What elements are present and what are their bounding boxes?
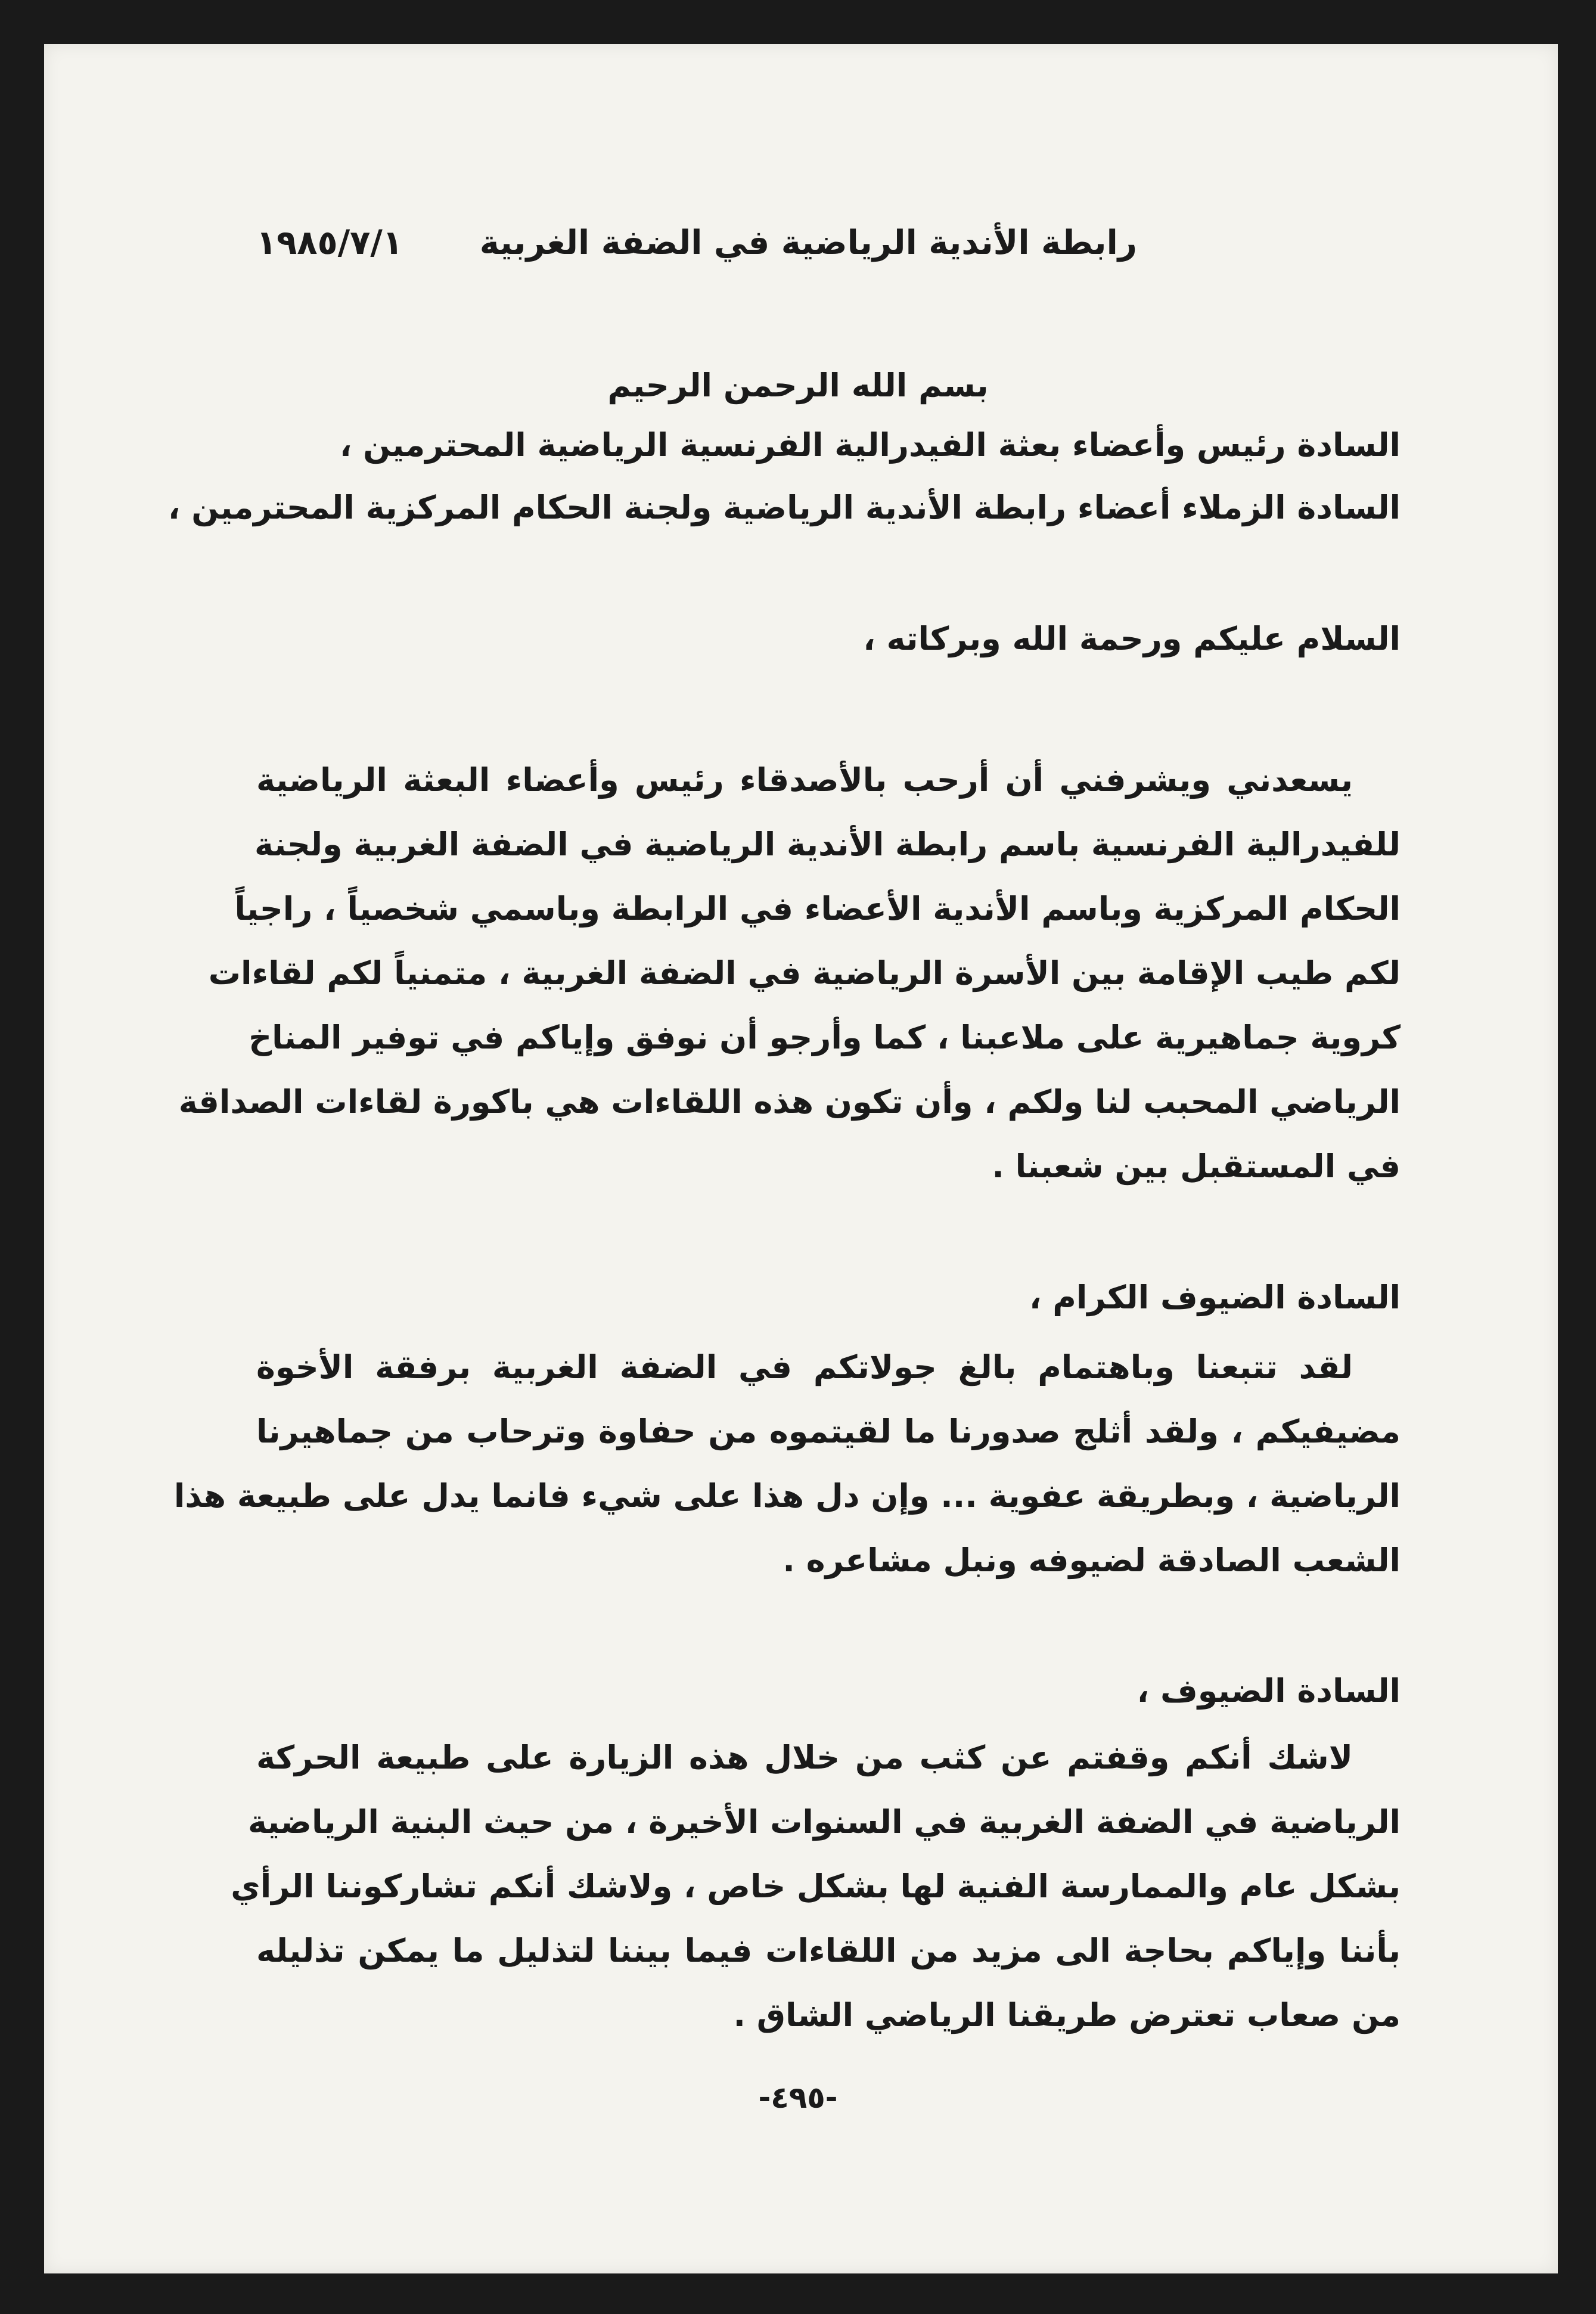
paragraph-1-line: الحكام المركزية وباسم الأندية الأعضاء في الرابطة وباسمي شخصياً ، راجياً	[234, 890, 1401, 928]
paragraph-2-line: الشعب الصادقة لضيوفه ونبل مشاعره .	[783, 1541, 1401, 1579]
paragraph-1-line: يسعدني ويشرفني أن أرحب بالأصدقاء رئيس وأعضاء البعثة الرياضية	[256, 761, 1353, 799]
paragraph-2-line: مضيفيكم ، ولقد أثلج صدورنا ما لقيتموه من حفاوة وترحاب من جماهيرنا	[256, 1413, 1401, 1450]
paragraph-3-line: لاشك أنكم وقفتم عن كثب من خلال هذه الزيارة على طبيعة الحركة	[256, 1739, 1353, 1776]
paragraph-3-line: بشكل عام والممارسة الفنية لها بشكل خاص ، ولاشك أنكم تشاركوننا الرأي	[231, 1868, 1401, 1905]
letter-date: ١٩٨٥/٧/١	[256, 224, 403, 262]
salutation-honored-guests: السادة الضيوف الكرام ،	[1029, 1279, 1401, 1316]
paragraph-1-line: الرياضي المحبب لنا ولكم ، وأن تكون هذه اللقاءات هي باكورة لقاءات الصداقة	[178, 1083, 1401, 1121]
paragraph-1-line: للفيدرالية الفرنسية باسم رابطة الأندية الرياضية في الضفة الغربية ولجنة	[254, 826, 1401, 863]
paragraph-2-line: لقد تتبعنا وباهتمام بالغ جولاتكم في الضفة الغربية برفقة الأخوة	[256, 1348, 1353, 1386]
paragraph-1	[178, 748, 1401, 1199]
basmala: بسم الله الرحمن الرحيم	[607, 367, 989, 404]
paragraph-3	[231, 1726, 1401, 2048]
addressee-line-2: السادة الزملاء أعضاء رابطة الأندية الرياضية ولجنة الحكام المركزية المحترمين ،	[167, 489, 1401, 526]
paragraph-3-line: الرياضية في الضفة الغربية في السنوات الأخيرة ، من حيث البنية الرياضية	[247, 1803, 1401, 1841]
paragraph-2	[173, 1335, 1401, 1593]
paragraph-1-line: لكم طيب الإقامة بين الأسرة الرياضية في الضفة الغربية ، متمنياً لكم لقاءات	[208, 954, 1401, 992]
page-number: -٤٩٥-	[758, 2080, 838, 2115]
paragraph-3-line: بأننا وإياكم بحاجة الى مزيد من اللقاءات فيما بيننا لتذليل ما يمكن تذليله	[256, 1932, 1401, 1969]
greeting: السلام عليكم ورحمة الله وبركاته ،	[863, 620, 1401, 657]
salutation-guests: السادة الضيوف ،	[1137, 1672, 1401, 1710]
addressee-line-1: السادة رئيس وأعضاء بعثة الفيدرالية الفرنسية الرياضية المحترمين ،	[339, 426, 1401, 464]
letterhead-title: رابطة الأندية الرياضية في الضفة الغربية	[479, 224, 1137, 262]
paragraph-1-line: في المستقبل بين شعبنا .	[992, 1147, 1401, 1185]
paragraph-1-line: كروية جماهيرية على ملاعبنا ، كما وأرجو أن نوفق وإياكم في توفير المناخ	[249, 1019, 1401, 1056]
paragraph-3-line: من صعاب تعترض طريقنا الرياضي الشاق .	[733, 1996, 1401, 2034]
paragraph-2-line: الرياضية ، وبطريقة عفوية ... وإن دل هذا على شيء فانما يدل على طبيعة هذا	[173, 1477, 1401, 1515]
